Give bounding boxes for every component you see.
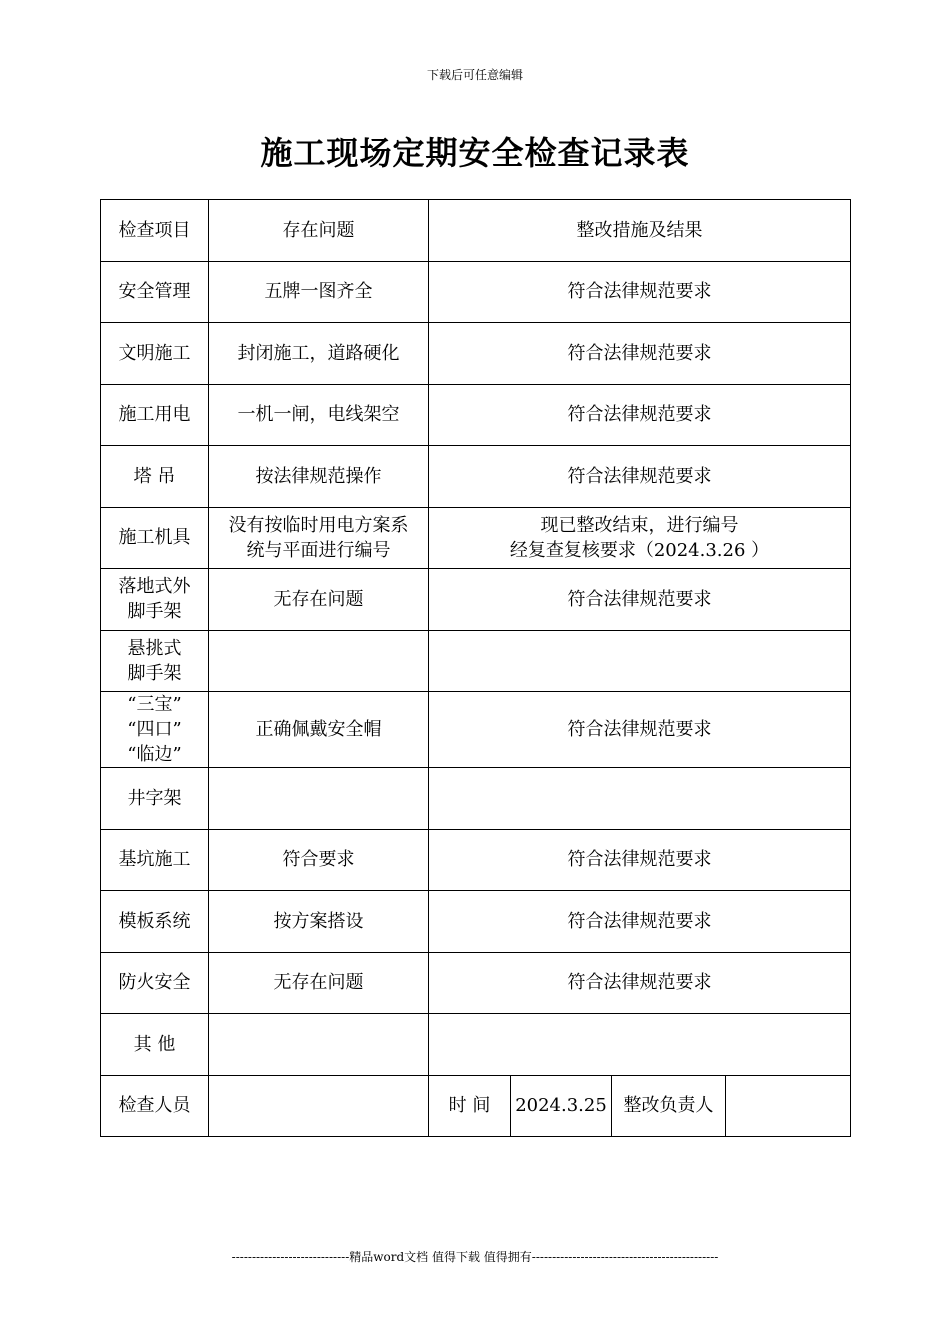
cell-measures — [429, 507, 851, 569]
cell-problem — [209, 384, 429, 446]
cell-item-line: 防火安全 — [118, 972, 191, 994]
cell-measures-line: 符合法律规范要求 — [567, 404, 712, 426]
cell-problem — [209, 768, 429, 830]
cell-item-line: 施工机具 — [118, 527, 191, 549]
cell-measures — [429, 1014, 851, 1076]
cell-item-line: 文明施工 — [118, 342, 191, 364]
cell-problem-line: 按方案搭设 — [273, 910, 364, 932]
cell-measures — [429, 630, 851, 692]
cell-problem-line: 无存在问题 — [273, 972, 364, 994]
cell-measures — [429, 384, 851, 446]
cell-problem — [209, 507, 429, 569]
cell-problem — [209, 829, 429, 891]
table-row — [101, 261, 851, 323]
cell-measures-line: 符合法律规范要求 — [567, 849, 712, 871]
cell-responsible-label: 整改负责人 — [612, 1075, 726, 1137]
cell-problem-line: 一机一闸，电线架空 — [237, 404, 400, 426]
cell-measures-line: 经复查复核要求（2024.3.26 ） — [509, 539, 770, 561]
cell-problem — [209, 1014, 429, 1076]
cell-item-line: 基坑施工 — [118, 849, 191, 871]
table-row — [101, 384, 851, 446]
cell-problem — [209, 569, 429, 631]
cell-problem-line: 按法律规范操作 — [255, 465, 382, 487]
cell-item-line: 脚手架 — [127, 601, 182, 623]
cell-measures — [429, 446, 851, 508]
table-row — [101, 891, 851, 953]
cell-measures — [429, 768, 851, 830]
cell-item-line: 落地式外 — [118, 576, 191, 598]
cell-measures-line: 现已整改结束，进行编号 — [540, 514, 739, 536]
cell-inspector-value — [209, 1075, 429, 1137]
cell-measures — [429, 952, 851, 1014]
cell-measures — [429, 569, 851, 631]
cell-problem — [209, 891, 429, 953]
cell-item — [101, 1014, 209, 1076]
cell-item — [101, 261, 209, 323]
cell-item — [101, 446, 209, 508]
cell-item — [101, 323, 209, 385]
header-note: 下载后可任意编辑 — [426, 68, 523, 82]
inspection-record-table — [100, 199, 851, 1137]
cell-measures — [429, 261, 851, 323]
cell-problem — [209, 261, 429, 323]
cell-measures-line: 符合法律规范要求 — [567, 910, 712, 932]
cell-item — [101, 630, 209, 692]
table-row — [101, 323, 851, 385]
table-row — [101, 507, 851, 569]
cell-measures-line: 符合法律规范要求 — [567, 588, 712, 610]
cell-problem-line: 没有按临时用电方案系 — [228, 514, 409, 536]
table-body — [101, 200, 851, 1137]
cell-item-line: 安全管理 — [118, 281, 191, 303]
footer-note: -----------------------------精品word文档 值得下载 值得拥有---------------------------------------------- — [231, 1250, 719, 1264]
column-header-problem: 存在问题 — [209, 200, 429, 262]
table-row — [101, 1014, 851, 1076]
cell-problem-line: 正确佩戴安全帽 — [255, 719, 382, 740]
table-row — [101, 569, 851, 631]
cell-measures-line: 符合法律规范要求 — [567, 972, 712, 994]
cell-measures — [429, 692, 851, 768]
table-row — [101, 768, 851, 830]
cell-time-label: 时 间 — [429, 1075, 511, 1137]
cell-item — [101, 829, 209, 891]
cell-measures — [429, 323, 851, 385]
cell-time-value: 2024.3.25 — [511, 1075, 612, 1137]
cell-item — [101, 891, 209, 953]
cell-problem-line: 无存在问题 — [273, 588, 364, 610]
cell-item — [101, 768, 209, 830]
cell-problem — [209, 630, 429, 692]
cell-item-line: 其 他 — [133, 1033, 176, 1055]
cell-item — [101, 952, 209, 1014]
table-header-row — [101, 200, 851, 262]
cell-problem-line: 五牌一图齐全 — [264, 281, 373, 303]
cell-problem — [209, 952, 429, 1014]
cell-item-line: 模板系统 — [118, 910, 191, 932]
cell-item-line: “临边” — [127, 744, 182, 765]
cell-item-line: 塔 吊 — [133, 465, 176, 487]
cell-item — [101, 569, 209, 631]
cell-problem-line: 符合要求 — [282, 849, 355, 871]
cell-item-line: 脚手架 — [127, 662, 182, 684]
cell-measures-line: 符合法律规范要求 — [567, 342, 712, 364]
table-row — [101, 829, 851, 891]
cell-item-line: 施工用电 — [118, 404, 191, 426]
cell-problem — [209, 446, 429, 508]
cell-problem-line: 统与平面进行编号 — [246, 539, 391, 561]
table-row — [101, 630, 851, 692]
cell-problem-line: 封闭施工，道路硬化 — [237, 342, 400, 364]
cell-inspector-label: 检查人员 — [101, 1075, 209, 1137]
cell-measures-line: 符合法律规范要求 — [567, 281, 712, 303]
cell-measures — [429, 891, 851, 953]
cell-item — [101, 384, 209, 446]
cell-measures-line: 符合法律规范要求 — [567, 465, 712, 487]
cell-item — [101, 507, 209, 569]
page-title: 施工现场定期安全检查记录表 — [260, 134, 690, 172]
cell-item-line: “四口” — [127, 719, 182, 740]
table-row — [101, 952, 851, 1014]
cell-measures-line: 符合法律规范要求 — [567, 719, 712, 740]
cell-responsible-value — [726, 1075, 851, 1137]
cell-item — [101, 692, 209, 768]
table-row — [101, 692, 851, 768]
cell-item-line: “三宝” — [127, 694, 182, 715]
signature-row — [101, 1075, 851, 1137]
cell-item-line: 悬挑式 — [127, 637, 182, 659]
cell-problem — [209, 323, 429, 385]
column-header-measures: 整改措施及结果 — [429, 200, 851, 262]
cell-measures — [429, 829, 851, 891]
table-row — [101, 446, 851, 508]
cell-item-line: 井字架 — [127, 787, 182, 809]
column-header-item: 检查项目 — [101, 200, 209, 262]
cell-problem — [209, 692, 429, 768]
